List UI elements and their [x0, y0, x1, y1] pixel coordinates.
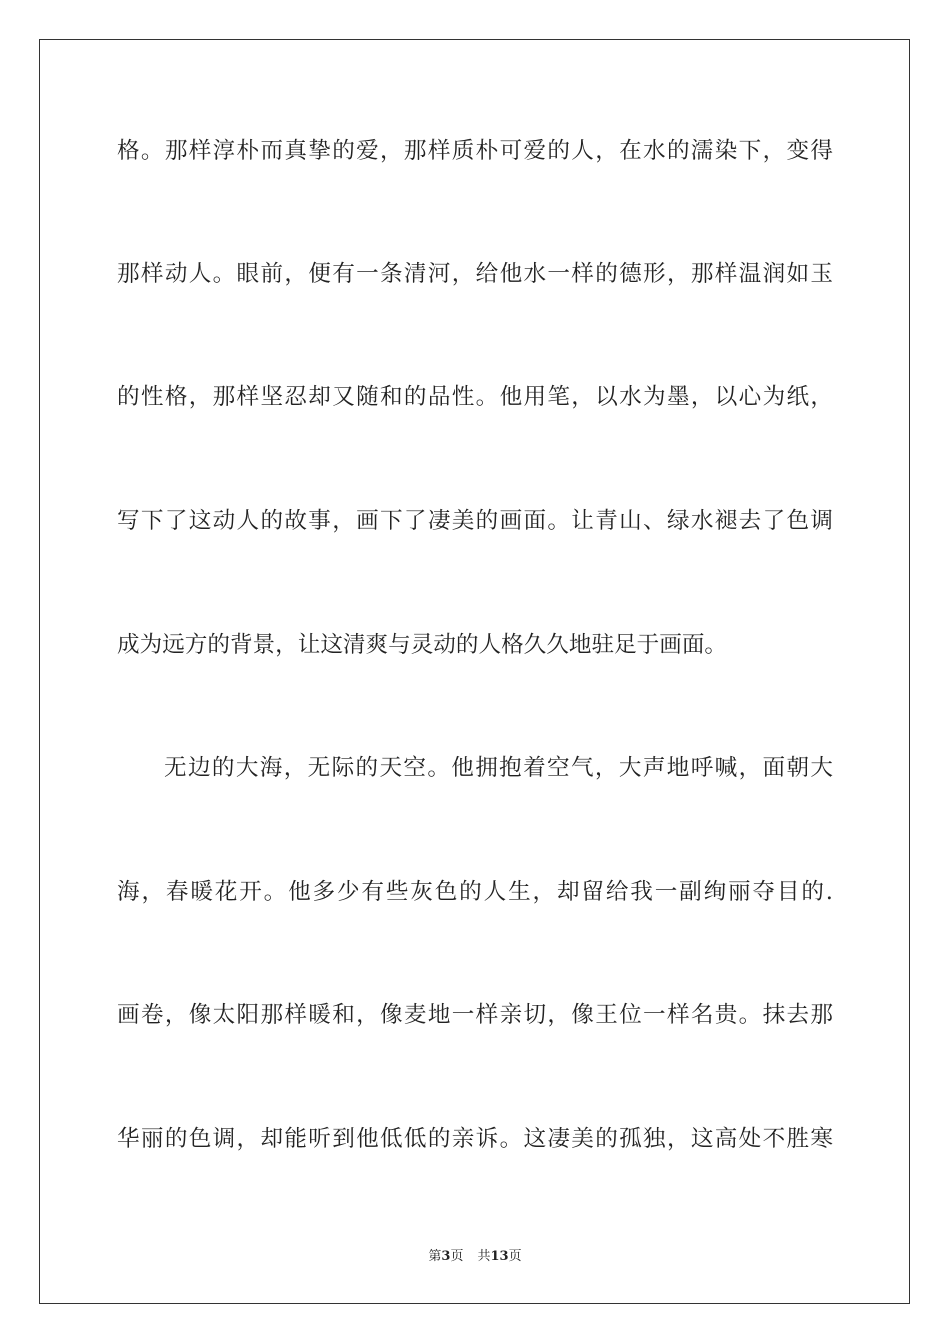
page-border: [39, 39, 910, 1304]
text-line: 写下了这动人的故事，画下了凄美的画面。让青山、绿水褪去了色调: [117, 508, 833, 534]
text-line: 的性格，那样坚忍却又随和的品性。他用笔，以水为墨，以心为纸，: [117, 384, 833, 410]
text-line: 成为远方的背景，让这清爽与灵动的人格久久地驻足于画面。: [117, 632, 728, 658]
text-line: 那样动人。眼前，便有一条清河，给他水一样的德形，那样温润如玉: [117, 261, 833, 287]
text-line: 海，春暖花开。他多少有些灰色的人生，却留给我一副绚丽夺目的.: [117, 879, 833, 905]
paragraph-first-line: 无边的大海，无际的天空。他拥抱着空气，大声地呼喊，面朝大: [164, 755, 833, 781]
total-pages-label: 共13页: [477, 1249, 522, 1264]
text-line: 画卷，像太阳那样暖和，像麦地一样亲切，像王位一样名贵。抹去那: [117, 1002, 833, 1028]
page-number: 3: [441, 1249, 451, 1264]
page-footer: [0, 1248, 950, 1266]
text-line: 格。那样淳朴而真挚的爱，那样质朴可爱的人，在水的濡染下，变得: [117, 138, 833, 164]
total-pages: 13: [490, 1249, 509, 1264]
text-line: 华丽的色调，却能听到他低低的亲诉。这凄美的孤独，这高处不胜寒: [117, 1126, 833, 1152]
page-number-label: 第3页: [428, 1249, 464, 1264]
